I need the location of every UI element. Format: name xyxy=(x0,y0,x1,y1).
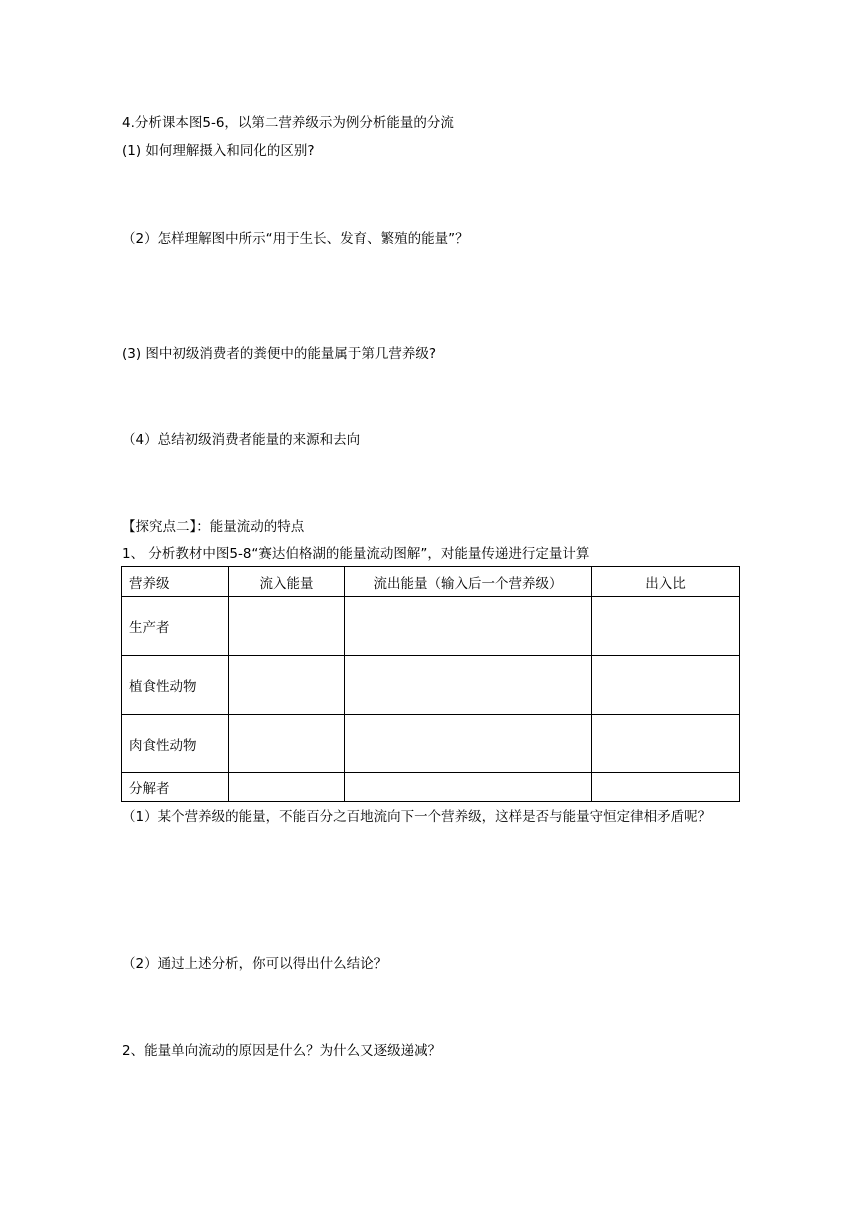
exercise-2-question: 2、能量单向流动的原因是什么？为什么又逐级递减？ xyxy=(122,1043,442,1059)
question-1: (1) 如何理解摄入和同化的区别? xyxy=(122,143,315,159)
column-header-ratio: 出入比 xyxy=(592,567,740,597)
sub-question-1: （1）某个营养级的能量，不能百分之百地流向下一个营养级，这样是否与能量守恒定律相矛盾呢？ xyxy=(122,809,712,825)
exercise-1-instruction: 1、 分析教材中图5-8“赛达伯格湖的能量流动图解”，对能量传递进行定量计算 xyxy=(122,546,590,562)
column-header-energy-in: 流入能量 xyxy=(229,567,345,597)
answer-cell[interactable] xyxy=(229,715,345,773)
answer-cell[interactable] xyxy=(229,597,345,656)
sub-question-2: （2）通过上述分析，你可以得出什么结论？ xyxy=(122,956,388,972)
section-heading-explore-point-2: 【探究点二】：能量流动的特点 xyxy=(122,519,305,535)
section-heading-energy-split: 4.分析课本图5-6，以第二营养级示为例分析能量的分流 xyxy=(122,115,454,131)
question-4: （4）总结初级消费者能量的来源和去向 xyxy=(122,432,361,448)
table-row xyxy=(122,773,740,802)
column-header-energy-out: 流出能量（输入后一个营养级） xyxy=(345,567,592,597)
answer-cell[interactable] xyxy=(592,715,740,773)
energy-flow-table xyxy=(121,566,740,802)
answer-cell[interactable] xyxy=(345,656,592,715)
table-row xyxy=(122,597,740,656)
question-3: (3) 图中初级消费者的粪便中的能量属于第几营养级? xyxy=(122,346,437,362)
question-2: （2）怎样理解图中所示“用于生长、发育、繁殖的能量”？ xyxy=(122,231,469,247)
answer-cell[interactable] xyxy=(345,773,592,802)
row-label-herbivore: 植食性动物 xyxy=(122,656,229,715)
answer-cell[interactable] xyxy=(229,656,345,715)
answer-cell[interactable] xyxy=(592,597,740,656)
answer-cell[interactable] xyxy=(345,597,592,656)
answer-cell[interactable] xyxy=(592,773,740,802)
table-row xyxy=(122,656,740,715)
row-label-decomposer: 分解者 xyxy=(122,773,229,802)
table-header-row xyxy=(122,567,740,597)
row-label-producer: 生产者 xyxy=(122,597,229,656)
table-row xyxy=(122,715,740,773)
column-header-trophic-level: 营养级 xyxy=(122,567,229,597)
answer-cell[interactable] xyxy=(592,656,740,715)
row-label-carnivore: 肉食性动物 xyxy=(122,715,229,773)
answer-cell[interactable] xyxy=(229,773,345,802)
answer-cell[interactable] xyxy=(345,715,592,773)
